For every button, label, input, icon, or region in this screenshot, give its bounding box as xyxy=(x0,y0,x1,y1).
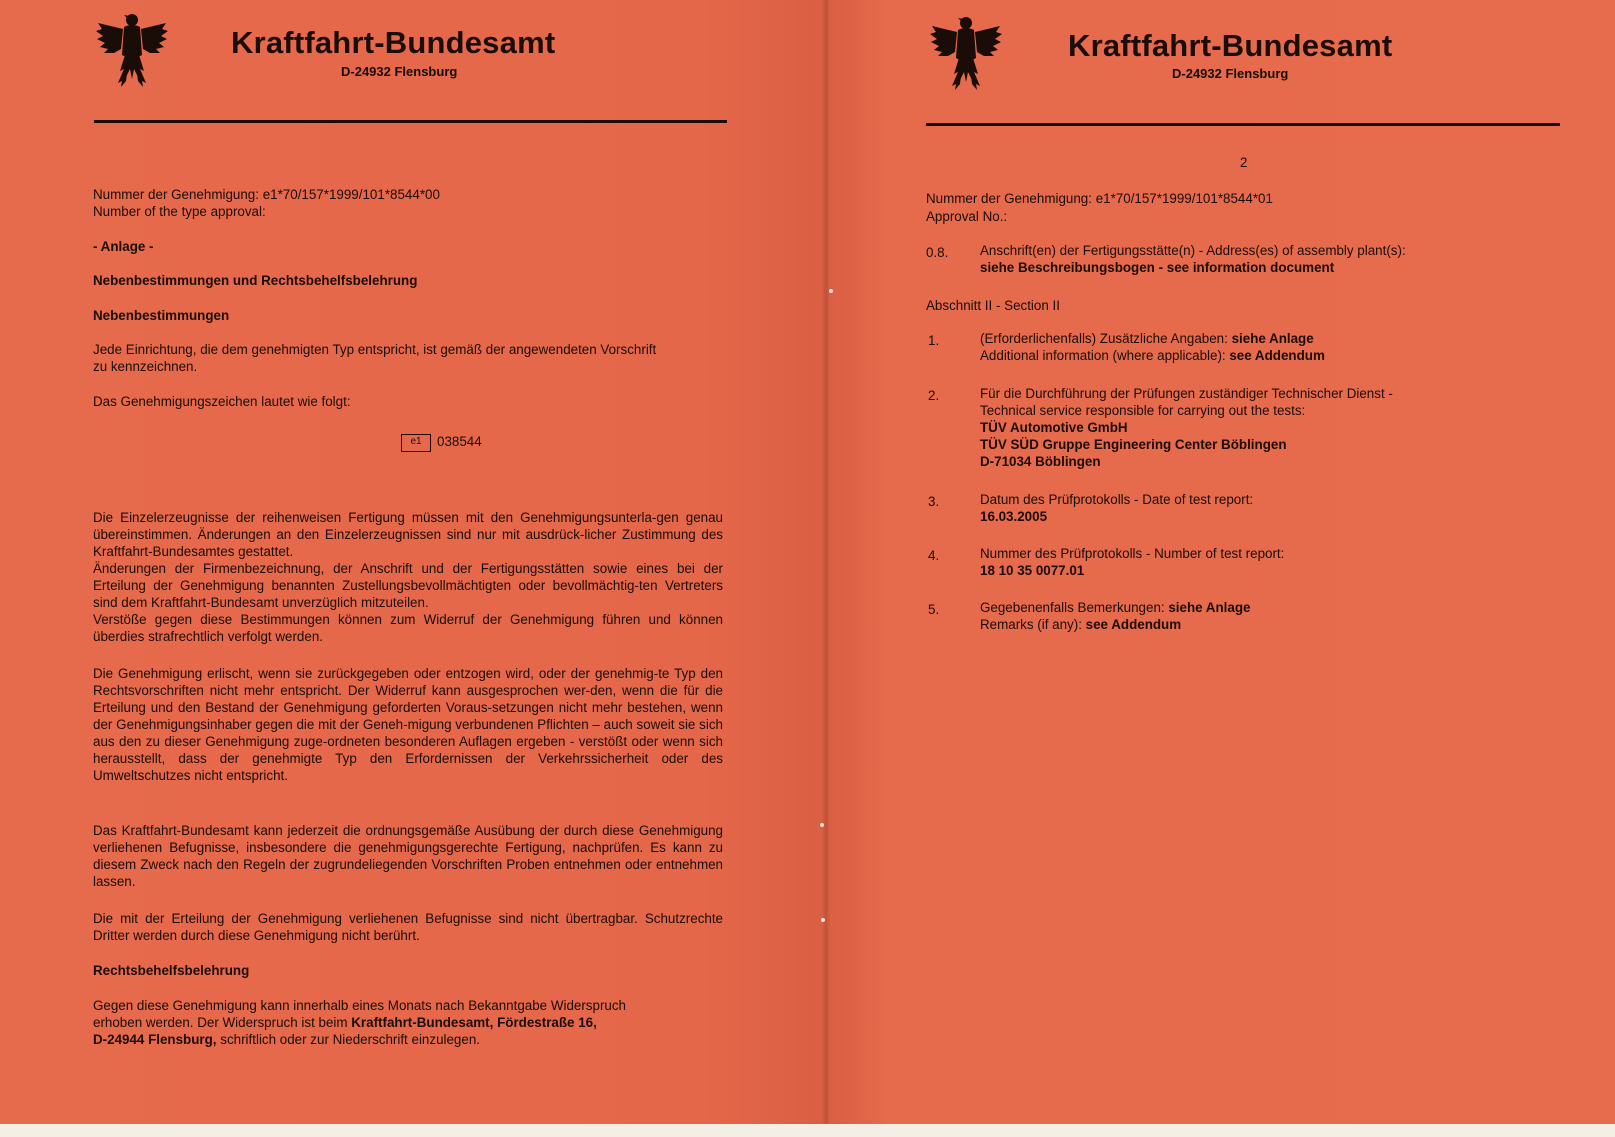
item-5-label-de: Gegebenenfalls Bemerkungen: xyxy=(980,600,1169,615)
item-1-line-1 xyxy=(980,330,1325,347)
scan-margin xyxy=(0,1124,1615,1137)
legal-line-3-text: schriftlich oder zur Niederschrift einzulegen. xyxy=(216,1032,480,1047)
sub-heading: Nebenbestimmungen xyxy=(93,308,230,323)
item-2-service-name: TÜV Automotive GmbH xyxy=(980,420,1128,435)
main-heading: Nebenbestimmungen und Rechtsbehelfsbelehrung xyxy=(93,273,418,288)
item-08 xyxy=(980,242,1406,276)
item-1-line-2 xyxy=(980,347,1325,364)
header-rule xyxy=(94,120,727,123)
page-fold xyxy=(822,0,830,1128)
org-title: Kraftfahrt-Bundesamt xyxy=(1068,28,1393,63)
right-page xyxy=(826,0,1615,1128)
legal-line-3 xyxy=(93,1031,480,1048)
approval-number: Nummer der Genehmigung: e1*70/157*1999/101*8544*00 xyxy=(93,187,440,202)
approval-number: Nummer der Genehmigung: e1*70/157*1999/101*8544*01 xyxy=(926,191,1273,206)
item-08-text: Anschrift(en) der Fertigungsstätte(n) - Address(es) of assembly plant(s): xyxy=(980,243,1406,258)
item-5-number: 5. xyxy=(928,602,940,617)
item-1-label-de: (Erforderlichenfalls) Zusätzliche Angaben: xyxy=(980,331,1232,346)
item-5-label-en: Remarks (if any): xyxy=(980,617,1086,632)
para-transfer: Die mit der Erteilung der Genehmigung verliehenen Befugnisse sind nicht übertragbar. Schutzrechte Dritter werden durch diese Genehmigung nicht berührt. xyxy=(93,911,723,943)
approval-number-en: Approval No.: xyxy=(926,209,1008,224)
item-5-value-en: see Addendum xyxy=(1085,617,1182,632)
item-1-value-en: see Addendum xyxy=(1229,348,1325,363)
item-08-number: 0.8. xyxy=(926,245,949,260)
staple-hole xyxy=(821,918,825,922)
item-4 xyxy=(980,545,1284,579)
item-3-number: 3. xyxy=(928,494,940,509)
item-1-value-de: siehe Anlage xyxy=(1231,331,1314,346)
header-rule xyxy=(926,123,1560,126)
item-1-number: 1. xyxy=(928,333,940,348)
item-4-label: Nummer des Prüfprotokolls - Number of test report: xyxy=(980,546,1285,561)
para-review: Das Kraftfahrt-Bundesamt kann jederzeit die ordnungsgemäße Ausübung der durch diese Genehmigung verliehenen Befugnisse, insbesondere die genehmigungsgerechte Fertigung, nachprüfen. Es kann zu diesem Zweck nach den Regeln der zugrundeliegenden Vorschriften Proben entnehmen oder entnehmen lassen. xyxy=(93,823,723,889)
section-heading: Abschnitt II - Section II xyxy=(926,298,1060,313)
legal-address: Kraftfahrt-Bundesamt, Fördestraße 16, xyxy=(351,1015,597,1030)
org-address: D-24932 Flensburg xyxy=(341,64,458,79)
legal-line-2 xyxy=(93,1014,597,1031)
annex-heading: - Anlage - xyxy=(93,239,154,254)
item-4-number: 4. xyxy=(928,548,940,563)
para-production-3: Verstöße gegen diese Bestimmungen können zum Widerruf der Genehmigung führen und können überdies strafrechtlich verfolgt werden. xyxy=(93,612,723,644)
item-5-value-de: siehe Anlage xyxy=(1168,600,1251,615)
legal-line-1: Gegen diese Genehmigung kann innerhalb eines Monats nach Bekanntgabe Widerspruch xyxy=(93,998,626,1013)
item-2-line-1: Für die Durchführung der Prüfungen zuständiger Technischer Dienst - xyxy=(980,386,1393,401)
item-1 xyxy=(980,330,1325,364)
item-5-line-1 xyxy=(980,599,1250,616)
federal-eagle-emblem-icon xyxy=(94,11,170,89)
mark-intro: Das Genehmigungszeichen lautet wie folgt: xyxy=(93,394,351,409)
legal-heading: Rechtsbehelfsbelehrung xyxy=(93,963,250,978)
para-production-2: Änderungen der Firmenbezeichnung, der Anschrift und der Fertigungsstätten sowie eines bei der Erteilung der Genehmigung benannten Zustellungsbevollmächtigten oder bevollmächtig-ten Vertreters sind dem Kraftfahrt-Bundesamt unverzüglich mitzuteilen. xyxy=(93,561,723,610)
approval-number-en: Number of the type approval: xyxy=(93,204,266,219)
staple-hole xyxy=(820,823,824,827)
item-5-line-2 xyxy=(980,616,1250,633)
approval-mark-number: 038544 xyxy=(437,434,482,449)
item-3-label: Datum des Prüfprotokolls - Date of test report: xyxy=(980,492,1254,507)
item-2-line-2: Technical service responsible for carrying out the tests: xyxy=(980,403,1306,418)
item-4-value: 18 10 35 0077.01 xyxy=(980,563,1085,578)
legal-postcode: D-24944 Flensburg, xyxy=(93,1032,217,1047)
item-2-service-address: D-71034 Böblingen xyxy=(980,454,1101,469)
item-2-service-group: TÜV SÜD Gruppe Engineering Center Böblingen xyxy=(980,437,1287,452)
legal-line-2-text: erhoben werden. Der Widerspruch ist beim xyxy=(93,1015,352,1030)
para-production-1: Die Einzelerzeugnisse der reihenweisen Fertigung müssen mit den Genehmigungsunterla-gen genau übereinstimmen. Änderungen an den Einzelerzeugnissen sind nur mit ausdrück-licher Zustimmung des Kraftfahrt-Bundesamtes gestattet. xyxy=(93,510,723,559)
item-08-value: siehe Beschreibungsbogen - see information document xyxy=(980,260,1335,275)
org-title: Kraftfahrt-Bundesamt xyxy=(231,25,556,60)
approval-mark-box: e1 xyxy=(401,434,431,452)
staple-hole xyxy=(829,289,833,293)
para-expiry: Die Genehmigung erlischt, wenn sie zurückgegeben oder entzogen wird, oder der genehmig-te Typ den Rechtsvorschriften nicht mehr entspricht. Der Widerruf kann ausgesprochen wer-den, wenn die für die Erteilung und den Bestand der Genehmigung geforderten Voraus-setzungen nicht mehr bestehen, wenn der Genehmigungsinhaber gegen die mit der Geneh-migung verbundenen Pflichten – auch soweit sie sich aus den zu dieser Genehmigung zuge-ordneten besonderen Auflagen ergeben - verstößt oder wenn sich herausstellt, dass der genehmigte Typ den Erfordernissen der Verkehrssicherheit oder des Umweltschutzes nicht entspricht. xyxy=(93,666,723,783)
item-2-number: 2. xyxy=(928,388,940,403)
item-3 xyxy=(980,491,1253,525)
item-3-value: 16.03.2005 xyxy=(980,509,1048,524)
federal-eagle-emblem-icon xyxy=(928,14,1004,92)
item-2 xyxy=(980,385,1393,470)
para-production xyxy=(93,509,723,645)
para-marking: Jede Einrichtung, die dem genehmigten Typ entspricht, ist gemäß der angewendeten Vorschrift zu kennzeichnen. xyxy=(93,342,657,374)
org-address: D-24932 Flensburg xyxy=(1172,66,1289,81)
item-5 xyxy=(980,599,1250,633)
page-number: 2 xyxy=(1240,155,1248,170)
item-1-label-en: Additional information (where applicable): xyxy=(980,348,1230,363)
